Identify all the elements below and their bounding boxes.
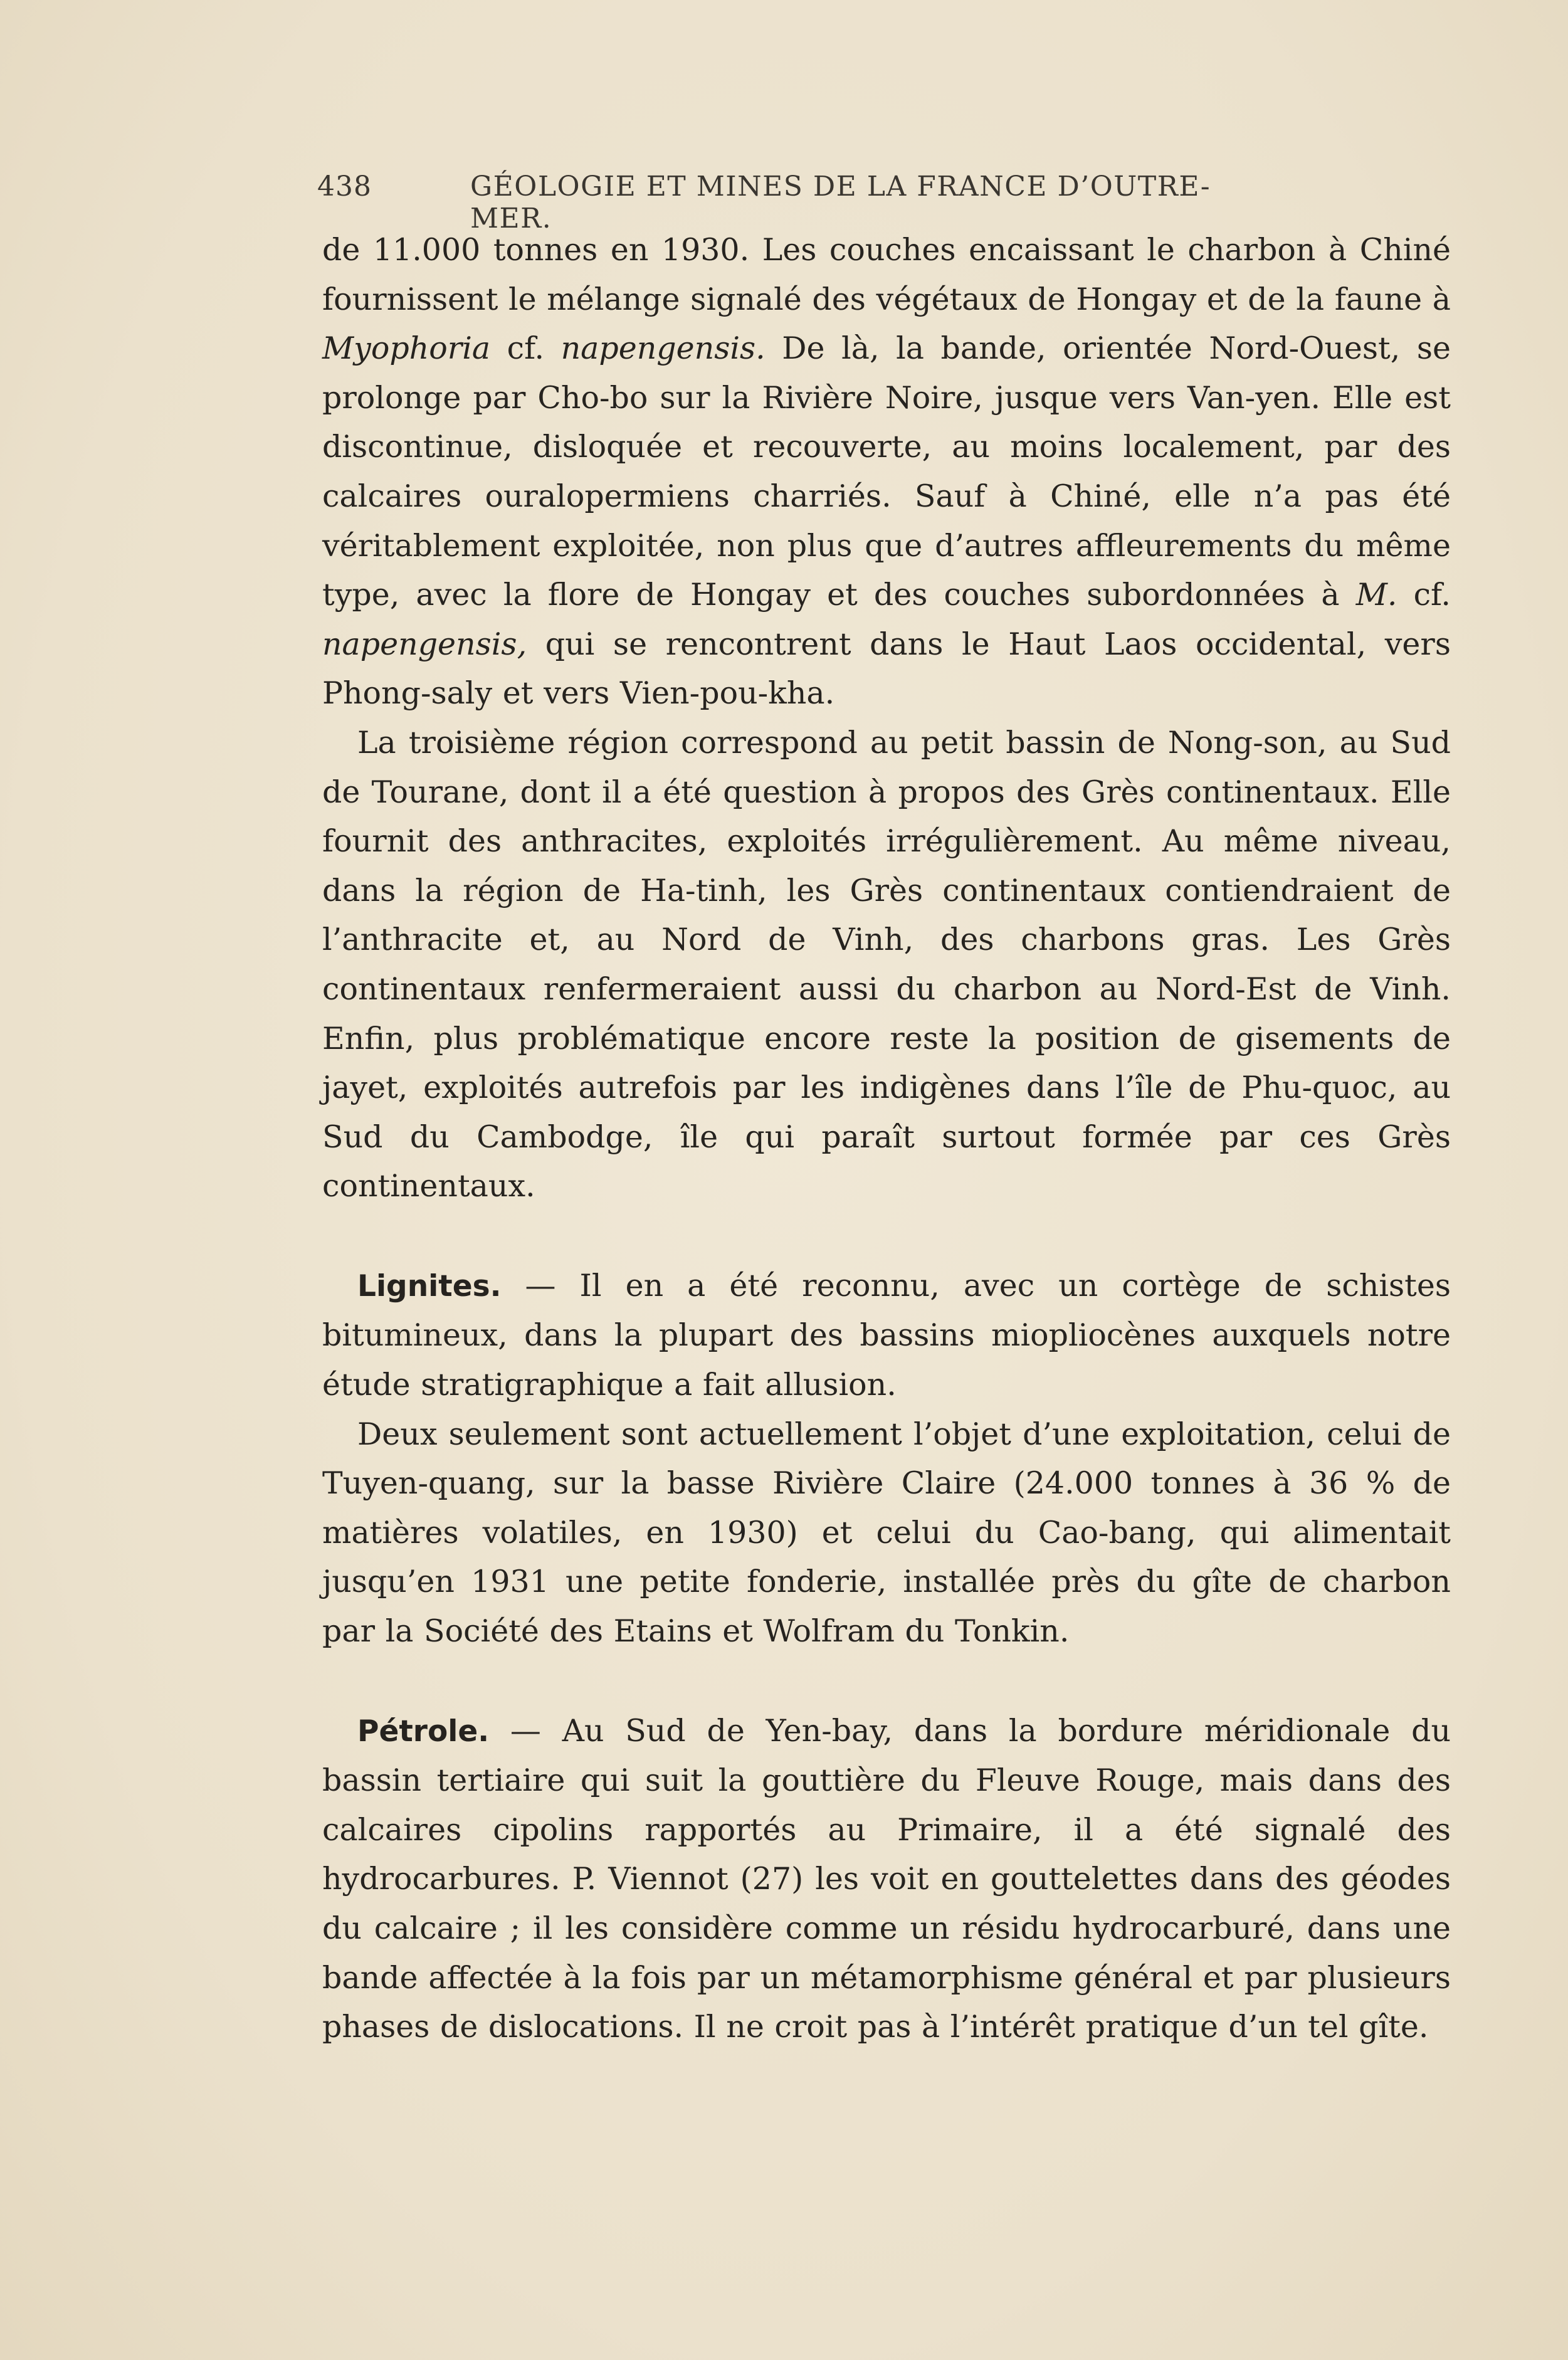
text-span: qui se rencontrent dans le Haut Laos occidental, vers Phong-saly et vers Vien-pou-kha.: [322, 626, 1451, 712]
paragraph-nong-son: La troisième région correspond au petit bassin de Nong-son, au Sud de Tourane, dont il a été question à propos des Grès continentaux. Elle fournit des anthracites, exploités irrégulièrement. Au même niveau, dans la région de Ha-tinh, les Grès continentaux contiendraient de l’anthracite et, au Nord de Vinh, des charbons gras. Les Grès continentaux renfermeraient aussi du charbon au Nord-Est de Vinh. Enfin, plus problématique encore reste la position de gisements de jayet, exploités autrefois par les indigènes dans l’île de Phu-quoc, au Sud du Cambodge, île qui paraît surtout formée par ces Grès continentaux.: [322, 724, 1451, 1204]
running-header: [317, 171, 1283, 234]
paragraph-petrole: [322, 1707, 1451, 2052]
text-span: — Au Sud de Yen-bay, dans la bordure méridionale du bassin tertiaire qui suit la gouttière du Fleuve Rouge, mais dans des calcaires cipolins rapportés au Primaire, il a été signalé des hydrocarbures. P. Viennot (27) les voit en gouttelettes dans des géodes du calcaire ; il les considère comme un résidu hydrocarburé, dans une bande affectée à la fois par un métamorphisme général et par plusieurs phases de dislocations. Il ne croit pas à l’intérêt pratique d’un tel gîte.: [322, 1712, 1451, 2045]
paragraph-tuyen-quang: Deux seulement sont actuellement l’objet d’une exploitation, celui de Tuyen-quang, sur la basse Rivière Claire (24.000 tonnes à 36 % de matières volatiles, en 1930) et celui du Cao-bang, qui alimentait jusqu’en 1931 une petite fonderie, installée près du gîte de charbon par la Société des Etains et Wolfram du Tonkin.: [322, 1416, 1451, 1650]
page-number: 438: [317, 171, 372, 203]
section-gap: [322, 1657, 1451, 1707]
italic-term: napengensis,: [322, 626, 527, 662]
italic-term: Myophoria: [322, 330, 491, 367]
text-span: cf.: [1397, 577, 1451, 613]
italic-term: M.: [1355, 577, 1397, 613]
section-heading-lignites: Lignites.: [357, 1268, 502, 1304]
section-heading-petrole: Pétrole.: [357, 1714, 490, 1749]
section-gap: [322, 1211, 1451, 1262]
paragraph-chine: [322, 226, 1451, 719]
body-text: [322, 226, 1451, 2052]
text-span: — Il en a été reconnu, avec un cortège de schistes bitumineux, dans la plupart des bassins miopliocènes auxquels notre étude stratigraphique a fait allusion.: [322, 1267, 1451, 1403]
paragraph-lignites: [322, 1262, 1451, 1410]
running-title: GÉOLOGIE ET MINES DE LA FRANCE D’OUTRE-MER.: [470, 171, 1211, 234]
italic-term: napengensis.: [560, 330, 766, 367]
text-span: De là, la bande, orientée Nord-Ouest, se prolonge par Cho-bo sur la Rivière Noire, jusque vers Van-yen. Elle est discontinue, disloquée et recouverte, au moins localement, par des calcaires ouralopermiens charriés. Sauf à Chiné, elle n’a pas été véritablement exploitée, non plus que d’autres affleurements du même type, avec la flore de Hongay et des couches subordonnées à: [322, 330, 1451, 613]
text-span: de 11.000 tonnes en 1930. Les couches encaissant le charbon à Chiné fournissent le mélange signalé des végétaux de Hongay et de la faune à: [322, 232, 1451, 317]
text-span: cf.: [490, 330, 561, 367]
